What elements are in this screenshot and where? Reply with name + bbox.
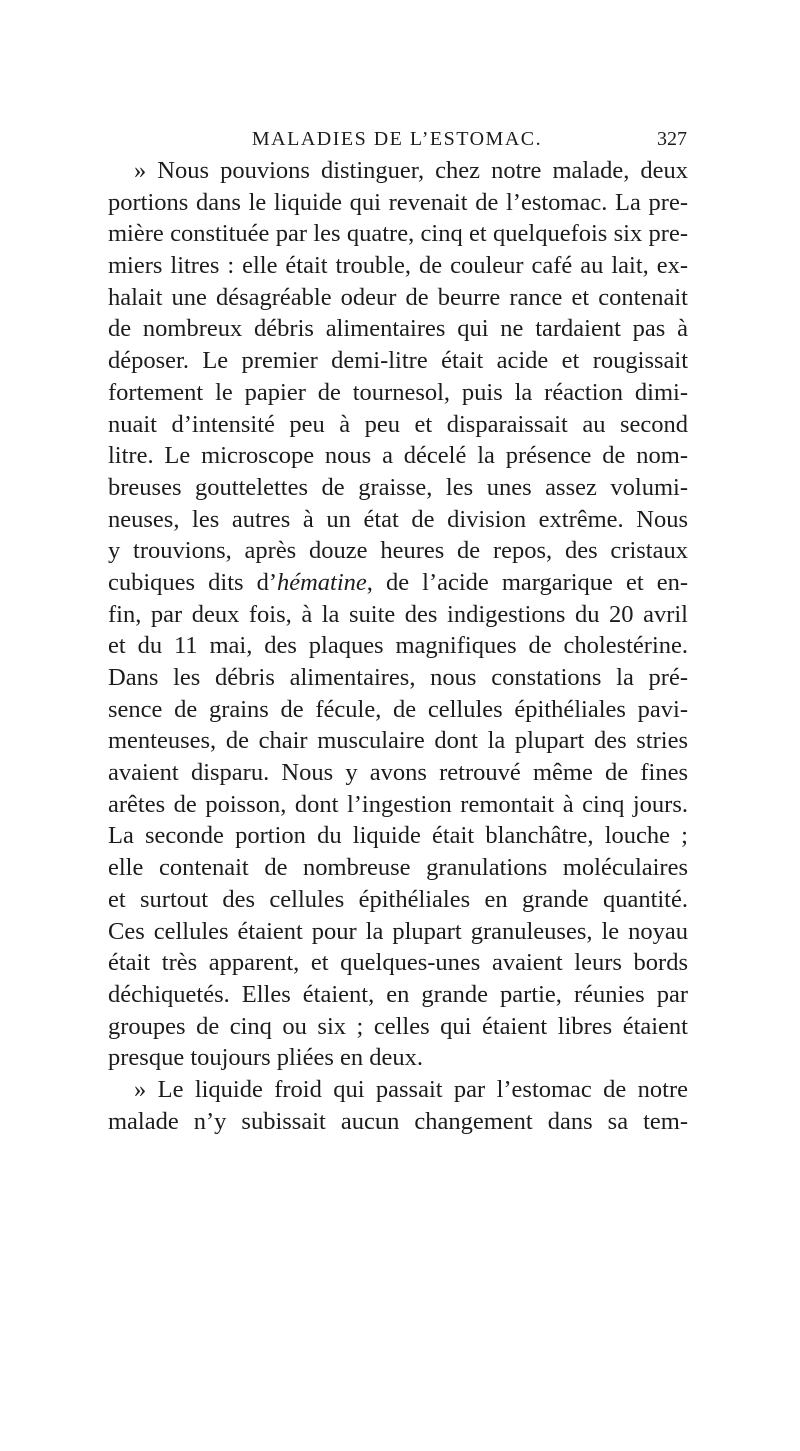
- text-line: y trouvions, après douze heures de repos, des cristaux: [108, 537, 688, 565]
- text-line: sence de grains de fécule, de cellules épithéliales pavi-: [108, 695, 688, 723]
- text-line: halait une désagréable odeur de beurre rance et contenait: [108, 283, 688, 311]
- text-line: fin, par deux fois, à la suite des indigestions du 20 avril: [108, 600, 688, 628]
- text-line: déposer. Le premier demi-litre était acide et rougissait: [108, 347, 688, 375]
- italic-term-hematine: hématine: [276, 568, 367, 596]
- text-line: nuait d’intensité peu à peu et disparaissait au second: [108, 410, 688, 438]
- text-line: Ces cellules étaient pour la plupart granuleuses, le noyau: [108, 917, 688, 945]
- text-line: » Le liquide froid qui passait par l’estomac de notre: [134, 1075, 688, 1103]
- text-line: neuses, les autres à un état de division extrême. Nous: [108, 505, 688, 533]
- text-line: miers litres : elle était trouble, de couleur café au lait, ex-: [108, 252, 688, 280]
- text-line: La seconde portion du liquide était blanchâtre, louche ;: [108, 822, 688, 850]
- text-line: breuses gouttelettes de graisse, les unes assez volumi-: [108, 473, 688, 501]
- text-line: menteuses, de chair musculaire dont la plupart des stries: [108, 727, 688, 755]
- text-line: déchiquetés. Elles étaient, en grande partie, réunies par: [108, 980, 688, 1008]
- text-line: groupes de cinq ou six ; celles qui étaient libres étaient: [108, 1012, 688, 1040]
- running-title: MALADIES DE L’ESTOMAC.: [251, 128, 543, 150]
- text-line: et surtout des cellules épithéliales en grande quantité.: [108, 885, 688, 913]
- text-line: arêtes de poisson, dont l’ingestion remontait à cinq jours.: [108, 790, 688, 818]
- running-head: [107, 128, 687, 152]
- text-line: avaient disparu. Nous y avons retrouvé même de fines: [108, 759, 688, 787]
- text-line: mière constituée par les quatre, cinq et quelquefois six pre-: [108, 220, 688, 248]
- page-number: 327: [657, 128, 687, 150]
- text-line-after-italic: , de l’acide margarique et en-: [366, 568, 688, 596]
- text-line: était très apparent, et quelques-unes avaient leurs bords: [108, 949, 688, 977]
- text-line: Dans les débris alimentaires, nous constations la pré-: [108, 664, 688, 691]
- text-line: » Nous pouvions distinguer, chez notre malade, deux: [134, 157, 688, 184]
- text-line: portions dans le liquide qui revenait de l’estomac. La pre-: [108, 188, 688, 216]
- text-line: litre. Le microscope nous a décelé la présence de nom-: [108, 442, 688, 470]
- text-line: de nombreux débris alimentaires qui ne tardaient pas à: [108, 315, 688, 343]
- text-line: fortement le papier de tournesol, puis la réaction dimi-: [108, 378, 688, 406]
- text-line: et du 11 mai, des plaques magnifiques de cholestérine.: [108, 632, 688, 660]
- text-line: [108, 567, 688, 599]
- text-line-before-italic: cubiques dits d’: [108, 568, 277, 596]
- text-line: malade n’y subissait aucun changement dans sa tem-: [108, 1107, 688, 1135]
- text-line: presque toujours pliées en deux.: [108, 1044, 424, 1072]
- body-text: [108, 155, 688, 1137]
- text-line: elle contenait de nombreuse granulations moléculaires: [108, 854, 688, 882]
